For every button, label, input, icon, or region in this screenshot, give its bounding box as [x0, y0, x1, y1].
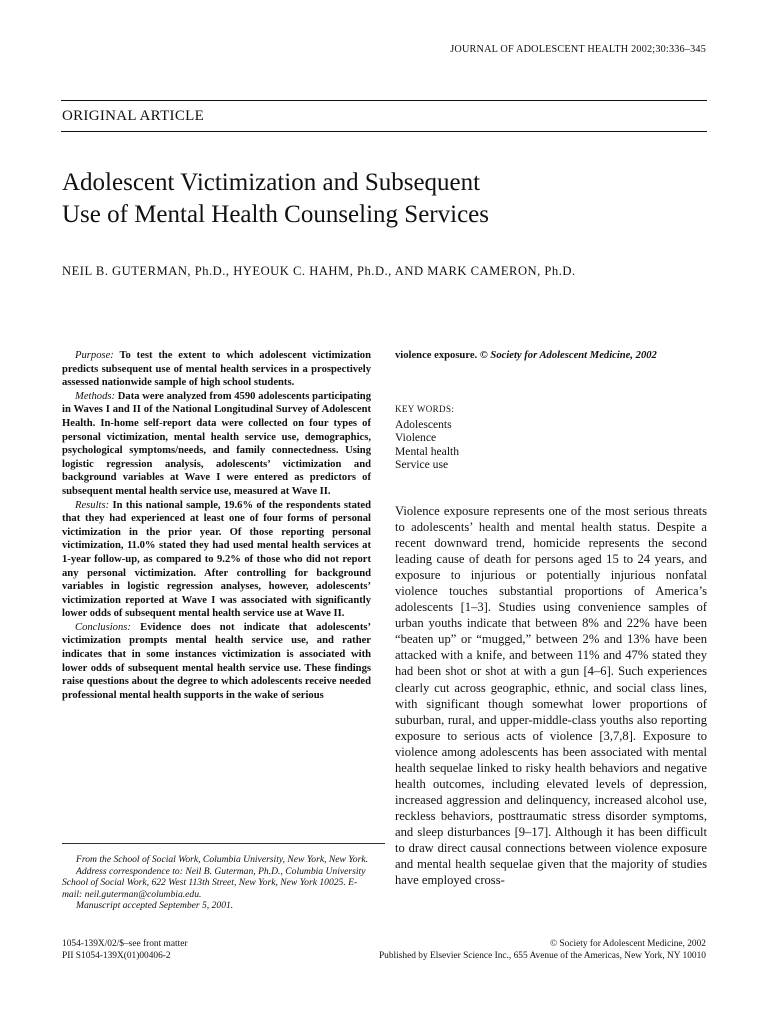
- abstract-purpose: [62, 349, 371, 390]
- footer-publisher: Published by Elsevier Science Inc., 655 Avenue of the Americas, New York, NY 10010: [378, 951, 706, 961]
- purpose-text: To test the extent to which adolescent victimization predicts subsequent use of mental health services in a prospectively assessed nationwide sample of high school students.: [62, 350, 371, 389]
- footnote-correspondence: Address correspondence to: Neil B. Guterman, Ph.D., Columbia University School of Social Work, 622 West 113th Street, New York, New York 10025. E-mail: neil.guterman@columbia.edu.: [62, 865, 366, 900]
- header-rule-bottom: [61, 131, 707, 132]
- title-line-1: Adolescent Victimization and Subsequent: [62, 169, 481, 196]
- conclusions-label: Conclusions:: [75, 621, 131, 633]
- keyword-item: Violence: [395, 431, 437, 445]
- keyword-item: Adolescents: [395, 418, 452, 431]
- keyword-item: Mental health: [395, 444, 460, 458]
- footnote-affiliation: From the School of Social Work, Columbia University, New York, New York.: [76, 854, 368, 865]
- abstract: [62, 349, 371, 702]
- abstract-methods: [62, 390, 371, 499]
- purpose-label: Purpose:: [75, 350, 114, 361]
- keyword-item: Service use: [395, 458, 449, 472]
- abstract-continuation-text: violence exposure.: [395, 350, 478, 361]
- conclusions-text: Evidence does not indicate that adolescents’ victimization prompts mental health service use, and rather indicates that in some instances victimization is associated with lower odds of subsequent mental health service use. These findings raise questions about the degree to which adolescents receive needed professional mental health supports in the wake of serious: [62, 621, 371, 701]
- footer-copyright: © Society for Adolescent Medicine, 2002: [549, 939, 706, 949]
- footer-issn: 1054-139X/02/$–see front matter: [62, 939, 188, 949]
- abstract-results: [62, 499, 371, 621]
- header-rule-top: [61, 100, 707, 101]
- keywords-title: KEY WORDS:: [395, 404, 455, 414]
- abstract-continuation: [395, 349, 707, 363]
- journal-citation: JOURNAL OF ADOLESCENT HEALTH 2002;30:336–345: [450, 44, 706, 55]
- author-list: NEIL B. GUTERMAN, Ph.D., HYEOUK C. HAHM, Ph.D., AND MARK CAMERON, Ph.D.: [62, 264, 576, 278]
- section-label: ORIGINAL ARTICLE: [62, 108, 205, 124]
- footnote-rule: [62, 843, 385, 844]
- keywords-list: [395, 418, 707, 472]
- author-footnote: [62, 854, 372, 912]
- methods-text: Data were analyzed from 4590 adolescents participating in Waves I and II of the National Longitudinal Survey of Adolescent Health. In-home self-report data were collected on four types of personal victimization, mental health service use, demographics, psychological symptoms/needs, and family connectedness. Using logistic regression analysis, adolescents’ victimization and background variables at Wave I were entered as predictors of subsequent mental health service use, measured at Wave II.: [62, 390, 371, 497]
- body-paragraph: Violence exposure represents one of the most serious threats to adolescents’ health and mental health status. Despite a recent downward trend, homicide represents the second leading cause of death for persons aged 15 to 24 years, and exposure to injurious or potentially injurious nonfatal violence touches substantial proportions of America’s adolescents [1–3]. Studies using convenience samples of urban youths indicate that between 8% and 22% have been “beaten up” or “mugged,” between 2% and 13% have been attacked with a knife, and between 11% and 47% stated they had been shot or shot at with a gun [4–6]. Such experiences clearly cut across geographic, ethnic, and social class lines, with significant though somewhat lower proportions of suburban, rural, and upper-middle-class youths also reporting exposure to serious acts of violence [3,7,8]. Exposure to violence among adolescents has been associated with mental health sequelae linked to risky health behaviors and negative health outcomes, including elevated levels of depression, increased aggression and delinquency, increased alcohol use, reckless behaviors, posttraumatic stress disorder symptoms, and sleep disturbances [9–17]. Although it has been difficult to draw direct causal connections between violence exposure and mental health sequelae given that the majority of studies have employed cross-: [395, 504, 707, 888]
- abstract-conclusions: [62, 621, 371, 703]
- footer-pii: PII S1054-139X(01)00406-2: [62, 951, 171, 961]
- footer-left: [62, 938, 188, 962]
- title-line-2: Use of Mental Health Counseling Services: [62, 201, 489, 228]
- abstract-copyright: © Society for Adolescent Medicine, 2002: [479, 350, 657, 361]
- results-text: In this national sample, 19.6% of the respondents stated that they had experienced at least one of four forms of personal victimization in the prior year. Of those reporting personal victimization, 11.0% stated they had used mental health services at 1-year follow-up, as compared to 9.2% of those who did not report any personal victimization. After controlling for background variables in logistic regression analyses, however, adolescents’ victimization reported at Wave I was associated with significantly lower odds of subsequent mental health service use at Wave II.: [62, 499, 372, 620]
- methods-label: Methods:: [75, 390, 116, 402]
- results-label: Results:: [75, 499, 110, 511]
- footnote-accepted: Manuscript accepted September 5, 2001.: [76, 900, 234, 912]
- article-title: [62, 167, 489, 231]
- footer-right: [379, 938, 706, 962]
